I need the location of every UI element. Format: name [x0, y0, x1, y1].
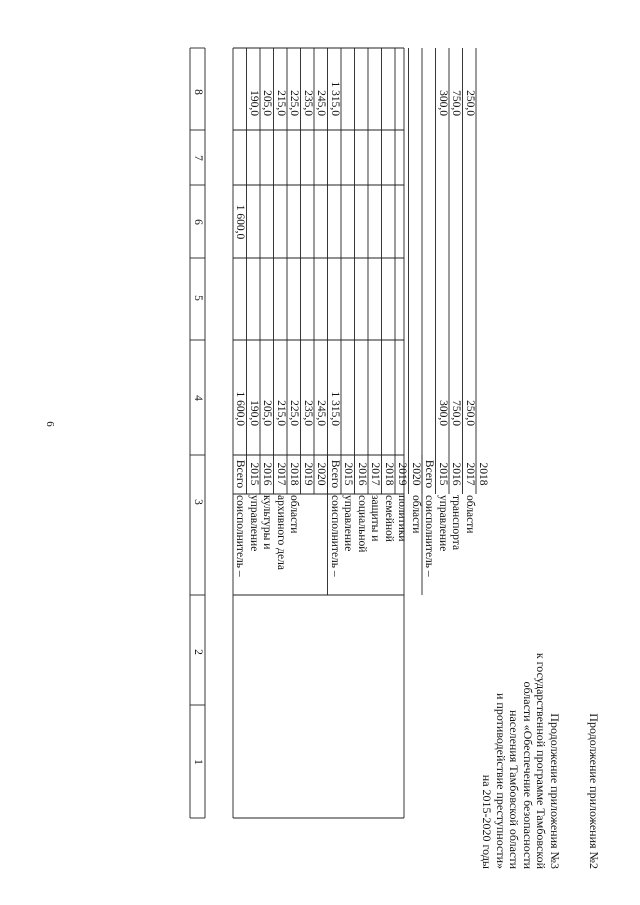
year-cell: 2018: [383, 462, 395, 486]
year-cell: 2016: [261, 462, 274, 486]
year-cell: 2019: [302, 462, 314, 486]
year-cell: 2016: [450, 462, 463, 486]
executor-line: управление: [342, 495, 355, 552]
year-cell: Всего: [234, 459, 247, 489]
executor-line: семейной: [383, 495, 395, 542]
column-number: 1: [192, 759, 204, 765]
amount-cell: 250,0: [464, 90, 476, 116]
amount-cell: 190,0: [248, 90, 260, 116]
year-cell: 2018: [477, 462, 490, 486]
column-number: 3: [192, 499, 204, 505]
amount-cell: 750,0: [450, 90, 463, 116]
header-line: населения Тамбовской области: [507, 710, 522, 869]
amount-cell: 1 600,0: [234, 204, 247, 240]
column-number: 4: [192, 395, 204, 401]
year-cell: 2017: [275, 462, 287, 486]
page-number: 6: [44, 421, 56, 427]
amount-cell: 215,0: [275, 90, 287, 116]
header-line: на 2015-2020 годы: [480, 774, 495, 869]
amount-cell: 245,0: [315, 90, 328, 116]
year-cell: 2018: [288, 462, 301, 486]
executor-line: области: [410, 495, 422, 534]
year-cell: Всего: [423, 459, 436, 489]
executor-line: соисполнитель –: [234, 495, 247, 577]
year-cell: 2017: [369, 462, 382, 486]
column-number: 8: [192, 89, 204, 95]
year-cell: 2016: [356, 462, 368, 486]
amount-cell: 235,0: [302, 400, 314, 426]
executor-line: культуры и: [261, 495, 274, 550]
amount-cell: 750,0: [450, 400, 463, 426]
amount-cell: 1 600,0: [234, 391, 247, 426]
executor-line: транспорта: [450, 495, 463, 551]
column-number: 5: [192, 295, 204, 301]
executor-line: управление: [248, 495, 260, 552]
amount-cell: 1 315,0: [329, 81, 341, 116]
header-line: Продолжение приложения №3: [548, 713, 562, 869]
amount-cell: 1 315,0: [329, 391, 341, 426]
year-cell: 2017: [464, 462, 476, 486]
amount-cell: 215,0: [275, 400, 287, 426]
year-cell: 2015: [342, 462, 355, 486]
executor-line: области: [464, 495, 476, 534]
column-number: 6: [192, 219, 204, 225]
amount-cell: 300,0: [437, 90, 449, 116]
executor-line: управление: [437, 495, 449, 552]
year-cell: Всего: [329, 459, 341, 489]
amount-cell: 225,0: [288, 400, 301, 426]
executor-line: соисполнитель –: [423, 495, 436, 577]
executor-line: защиты и: [369, 495, 382, 542]
amount-cell: 235,0: [302, 90, 314, 116]
amount-cell: 225,0: [288, 90, 301, 116]
year-cell: 2020: [410, 462, 422, 486]
executor-line: политики: [396, 495, 409, 542]
executor-line: архивного дела: [275, 495, 287, 570]
year-cell: 2015: [437, 462, 449, 486]
header-line: и противодействие преступности»: [494, 692, 508, 869]
amount-cell: 300,0: [437, 400, 449, 426]
continuation-label: Продолжение приложения №2: [587, 713, 601, 869]
executor-line: области: [288, 495, 301, 534]
amount-cell: 205,0: [261, 400, 274, 426]
executor-line: соисполнитель –: [329, 495, 341, 577]
amount-cell: 250,0: [464, 400, 476, 426]
amount-cell: 245,0: [315, 400, 328, 426]
executor-line: социальной: [356, 495, 368, 553]
year-cell: 2020: [315, 462, 328, 486]
year-cell: 2019: [396, 462, 409, 486]
amount-cell: 205,0: [261, 90, 274, 116]
year-cell: 2015: [248, 462, 260, 486]
column-number: 2: [192, 649, 204, 655]
header-line: области «Обеспечение безопасности: [521, 681, 535, 869]
column-number: 7: [192, 155, 204, 161]
amount-cell: 190,0: [248, 400, 260, 426]
header-line: к государственной программе Тамбовской: [534, 652, 549, 869]
